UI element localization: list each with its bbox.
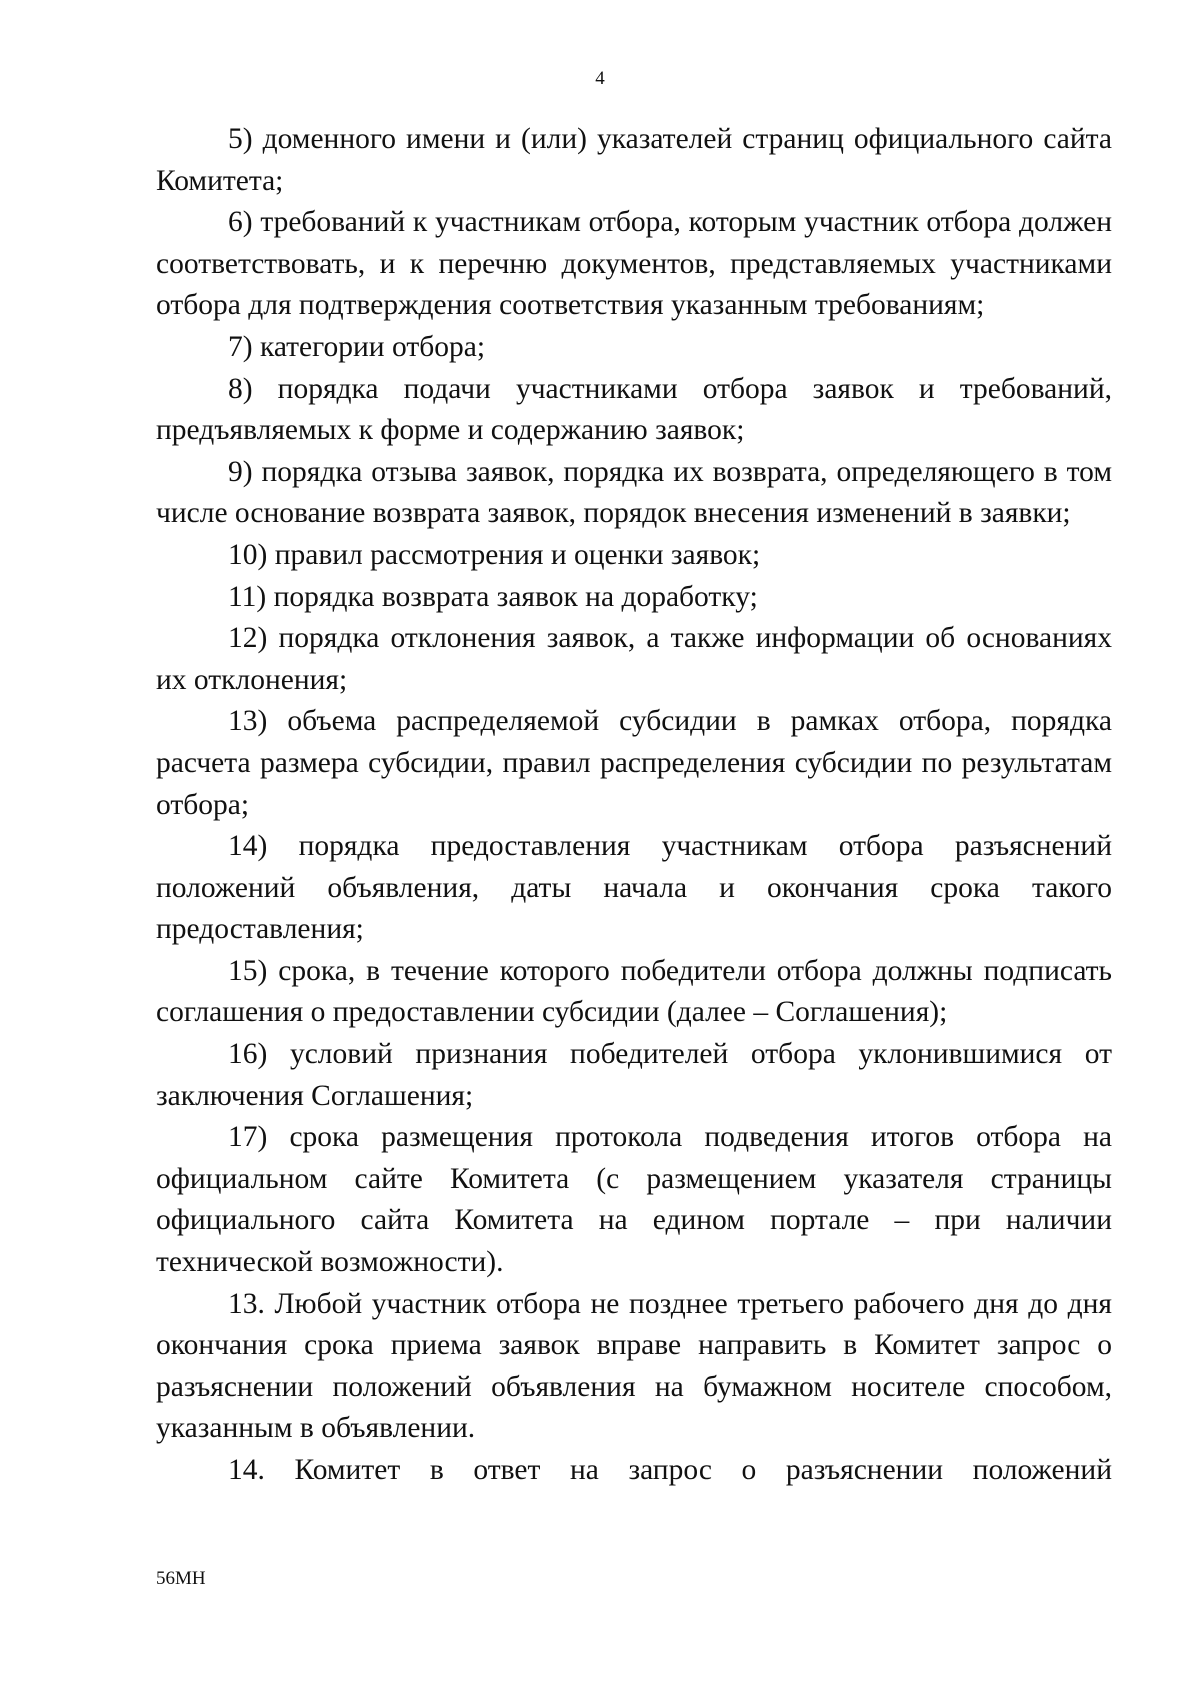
list-item-8: 8) порядка подачи участниками отбора заявок и требований, предъявляемых к форме и содержанию заявок;: [156, 372, 1112, 447]
clause-13: 13. Любой участник отбора не позднее третьего рабочего дня до дня окончания срока приема заявок вправе направить в Комитет запрос о разъяснении положений объявления на бумажном носителе способом, указанным в объявлении.: [156, 1287, 1112, 1445]
clause-14: 14. Комитет в ответ на запрос о разъяснении положений: [228, 1454, 1112, 1486]
page-number: 4: [595, 68, 605, 89]
list-item-10: 10) правил рассмотрения и оценки заявок;: [228, 538, 761, 571]
list-item-15: 15) срока, в течение которого победители отбора должны подписать соглашения о предоставлении субсидии (далее – Соглашения);: [156, 954, 1112, 1029]
list-item-17: 17) срока размещения протокола подведения итогов отбора на официальном сайте Комитета (с размещением указателя страницы официального сайта Комитета на едином портале – при наличии технической возможности).: [156, 1121, 1112, 1279]
list-item-12: 12) порядка отклонения заявок, а также информации об основаниях их отклонения;: [156, 622, 1112, 696]
list-item-9: 9) порядка отзыва заявок, порядка их возврата, определяющего в том числе основание возврата заявок, порядок внесения изменений в заявки;: [156, 455, 1112, 530]
list-item-7: 7) категории отбора;: [228, 330, 486, 363]
list-item-5: 5) доменного имени и (или) указателей страниц официального сайта Комитета;: [156, 123, 1112, 197]
list-item-14: 14) порядка предоставления участникам отбора разъяснений положений объявления, даты начала и окончания срока такого предоставления;: [156, 830, 1112, 946]
list-item-6: 6) требований к участникам отбора, которым участник отбора должен соответствовать, и к перечню документов, представляемых участниками отбора для подтверждения соответствия указанным требованиям;: [156, 206, 1112, 322]
list-item-13: 13) объема распределяемой субсидии в рамках отбора, порядка расчета размера субсидии, правил распределения субсидии по результатам отбора;: [156, 705, 1112, 821]
document-body: [156, 119, 1112, 1492]
list-item-16: 16) условий признания победителей отбора уклонившимися от заключения Соглашения;: [156, 1038, 1112, 1112]
footer-code: 56МН: [156, 1568, 206, 1589]
list-item-11: 11) порядка возврата заявок на доработку;: [228, 580, 758, 613]
